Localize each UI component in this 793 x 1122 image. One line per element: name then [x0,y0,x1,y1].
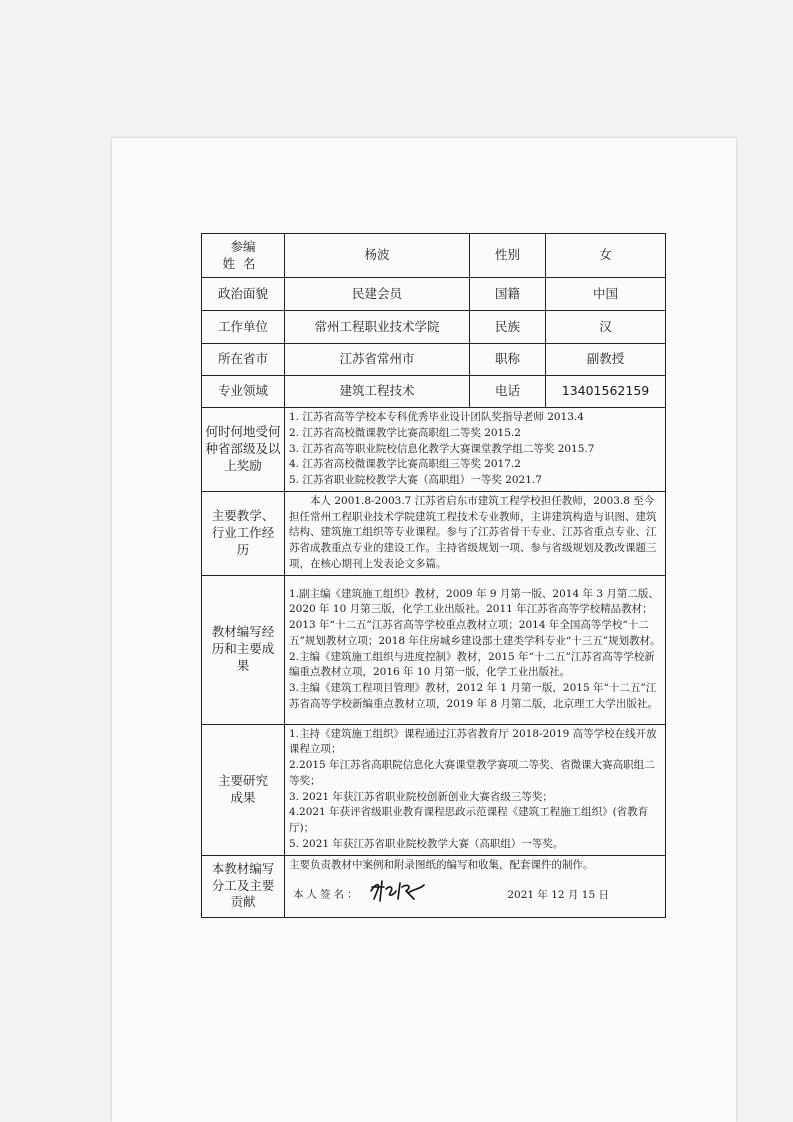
textbook-item: 3.主编《建筑工程项目管理》教材，2012 年 1 月第一版，2015 年“十二五”江苏省高等学校新编重点教材立项，2019 年 8 月第二版，北京理工大学出版社。 [289,682,658,710]
row-research [202,724,666,855]
row-location [202,344,666,376]
author-info-table [201,233,666,918]
textbook-item: 1.副主编《建筑施工组织》教材，2009 年 9 月第一版、2014 年 3 月第二版、2020 年 10 月第三版，化学工业出版社。2011 年江苏省高等学校精品教材；2013 年“十二五”江苏省高等学校重点教材立项；2014 年全国高等学校“十二五”规划教材立项；2018 年住房城乡建设部土建类学科专业“十三五”规划教材。 [289,587,661,647]
name-label [202,234,285,278]
research-label: 主要研究成果 [202,724,285,855]
politics-label: 政治面貌 [202,278,285,311]
ethnicity-value: 汉 [546,311,666,344]
gender-label: 性别 [470,234,546,278]
research-item: 3. 2021 年获江苏省职业院校创新创业大赛省级三等奖； [289,790,553,803]
signature-line [289,877,661,903]
contribution-cell [285,855,666,917]
research-item: 2.2015 年江苏省高职院信息化大赛课堂教学赛项二等奖、省微课大赛高职组二等奖； [289,759,655,787]
field-label: 专业领域 [202,376,285,408]
row-awards [202,408,666,492]
phone-label: 电话 [470,376,546,408]
handwritten-signature [368,877,428,903]
experience-label: 主要教学、行业工作经历 [202,491,285,575]
textbook-list [285,575,666,724]
research-item: 4.2021 年获评省级职业教育课程思政示范课程《建筑工程施工组织》(省教育厅)； [289,806,649,834]
row-politics [202,278,666,311]
experience-paragraph: 本人 2001.8-2003.7 江苏省启东市建筑工程学校担任教师，2003.8 至今担任常州工程职业技术学院建筑工程技术专业教师，主讲建筑构造与识图、建筑结构、建筑施工组织等专业课程。参与了江苏省骨干专业、江苏省重点专业、江苏省成教重点专业的建设工作。主持省级规划一项、参与省级规划及教改课题三项，在核心期刊上发表论文多篇。 [289,494,657,570]
award-item: 4. 江苏省高校微课教学比赛高职组三等奖 2017.2 [289,458,521,471]
location-value: 江苏省常州市 [285,344,470,376]
textbook-label: 教材编写经历和主要成果 [202,575,285,724]
contribution-text: 主要负责教材中案例和附录图纸的编写和收集，配套课件的制作。 [289,858,594,871]
award-item: 3. 江苏省高等职业院校信息化教学大赛课堂教学组二等奖 2015.7 [289,442,595,455]
signature-block [293,877,428,903]
ethnicity-label: 民族 [470,311,546,344]
row-textbooks [202,575,666,724]
signature-label: 本人签名： [293,888,361,901]
contribution-label: 本教材编写分工及主要贡献 [202,855,285,917]
experience-text [285,491,666,575]
award-item: 1. 江苏省高等学校本专科优秀毕业设计团队奖指导老师 2013.4 [289,411,584,423]
name-label-line2: 姓名 [222,255,264,271]
award-item: 2. 江苏省高校微课教学比赛高职组二等奖 2015.2 [289,426,521,439]
awards-label: 何时何地受何种省部级及以上奖励 [202,408,285,492]
textbook-item: 2.主编《建筑施工组织与进度控制》教材，2015 年“十二五”江苏省高等学校新编重点教材立项，2016 年 10 月第一版，化学工业出版社。 [289,650,655,679]
location-label: 所在省市 [202,344,285,376]
name-value: 杨波 [285,234,470,278]
nationality-label: 国籍 [470,278,546,311]
research-item: 1.主持《建筑施工组织》课程通过江苏省教育厅 2018-2019 高等学校在线开放课程立项； [289,727,657,756]
row-name [202,234,666,278]
name-label-line1: 参编 [230,238,256,254]
gender-value: 女 [546,234,666,278]
employer-value: 常州工程职业技术学院 [285,311,470,344]
title-value: 副教授 [546,344,666,376]
research-item: 5. 2021 年获江苏省职业院校教学大赛（高职组）一等奖。 [289,837,564,850]
phone-value: 13401562159 [546,376,666,408]
award-item: 5. 江苏省职业院校教学大赛（高职组）一等奖 2021.7 [289,474,542,486]
row-contribution [202,855,666,917]
employer-label: 工作单位 [202,311,285,344]
row-experience [202,491,666,575]
title-label: 职称 [470,344,546,376]
row-field [202,376,666,408]
signature-date: 2021 年 12 月 15 日 [507,888,609,901]
research-list [285,724,666,855]
politics-value: 民建会员 [285,278,470,311]
row-employer [202,311,666,344]
awards-list [285,408,666,492]
nationality-value: 中国 [546,278,666,311]
field-value: 建筑工程技术 [285,376,470,408]
